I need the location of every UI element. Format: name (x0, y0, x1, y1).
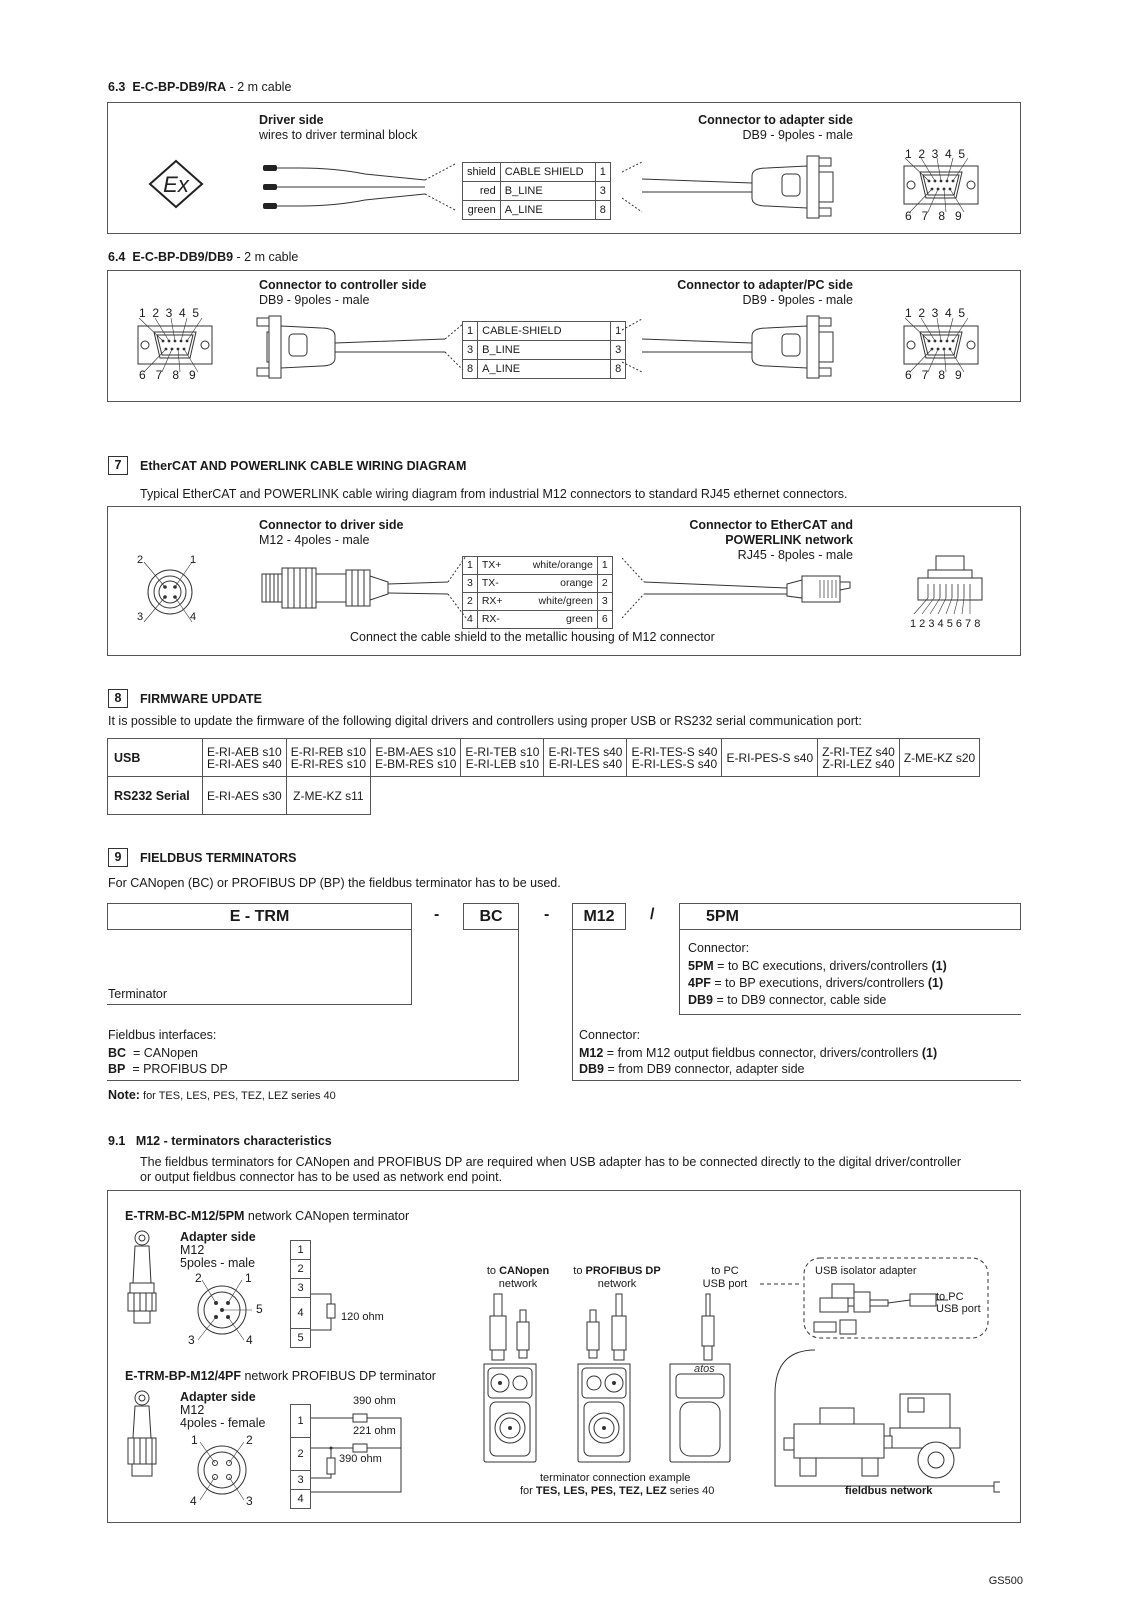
s7-right-title1: Connector to EtherCAT and (689, 518, 853, 532)
m12-bracket-bottom (572, 1080, 1021, 1081)
conn-line-4pf: 4PF = to BP executions, drivers/controllers (1) (688, 976, 944, 990)
s7-left-title: Connector to driver side (259, 518, 404, 532)
s64-left-sub: DB9 - 9poles - male (259, 293, 370, 307)
s9-number: 9 (108, 848, 128, 867)
bp-m: M12 (180, 1403, 205, 1417)
conn2-title: Connector: (579, 1028, 641, 1042)
bp-pin-1: 1 (191, 1433, 198, 1447)
m12-cable (258, 552, 468, 624)
lbl-canopen: to CANopen (486, 1265, 550, 1277)
rj45-cable (622, 552, 862, 624)
lbl-profibus: to PROFIBUS DP (573, 1265, 661, 1277)
s7-intro: Typical EtherCAT and POWERLINK cable wiring diagram from industrial M12 connectors to standard RJ45 ethernet connectors. (140, 487, 848, 501)
s7-number: 7 (108, 456, 128, 475)
brand-label: atos (694, 1363, 715, 1375)
s64-left-title: Connector to controller side (259, 278, 427, 292)
s63-db9-cable (622, 150, 847, 225)
s9-title: FIELDBUS TERMINATORS (140, 851, 297, 865)
bc-plug-icon (122, 1228, 162, 1328)
m12-pin-2: 2 (137, 554, 144, 566)
m12-pin-1: 1 (190, 554, 197, 566)
code-sep-2: - (544, 906, 550, 923)
s64-heading: 6.4 E-C-BP-DB9/DB9 - 2 m cable (108, 250, 299, 264)
s63-wire-table: shield CABLE SHIELD 1 red B_LINE 3 green A_LINE 8 (462, 162, 611, 220)
s7-left-sub: M12 - 4poles - male (259, 533, 370, 547)
bp-heading: E-TRM-BP-M12/4PF network PROFIBUS DP terminator (125, 1369, 436, 1383)
code-m12: M12 (572, 903, 626, 930)
code-bc: BC (463, 903, 519, 930)
bp-pin-2: 2 (246, 1433, 253, 1447)
firmware-table: USB E-RI-AEB s10 E-RI-AES s40 E-RI-REB s10 E-RI-RES s10 E-BM-AES s10 E-BM-RES s10 E-RI-TEB s10 E-RI-LEB s10 E-RI-TES s40 E-RI-LES s40 E-RI-TES-S s40 E-RI-LES-S s40 E-RI-PES-S s40 Z-RI-TEZ s40 Z-RI-LEZ s40 Z-ME-KZ s20 RS232 Serial E-RI-AES s30 Z-ME-KZ s11 (107, 738, 980, 815)
5pm-bracket-bottom (679, 1014, 1021, 1015)
lbl-usb-port: USB port (702, 1278, 748, 1290)
bp-res-2: 221 ohm (353, 1425, 396, 1437)
s64-db9-cable-right (622, 310, 847, 385)
m12-pin-4: 4 (190, 611, 197, 623)
bc-resistor (311, 1288, 341, 1338)
bp-pin-3: 3 (246, 1494, 253, 1508)
footer-code: GS500 (988, 1575, 1023, 1587)
iso-usb-port: USB port (936, 1303, 981, 1315)
bp-res-1: 390 ohm (353, 1395, 396, 1407)
s63-right-sub: DB9 - 9poles - male (742, 128, 853, 142)
5pm-bracket (679, 930, 680, 1014)
s63-left-title: Driver side (259, 113, 324, 127)
lbl-profibus-network: network (597, 1278, 637, 1290)
fb-title: Fieldbus interfaces: (108, 1028, 217, 1042)
code-sep-1: - (434, 906, 440, 923)
fieldbus-network-label: fieldbus network (845, 1485, 933, 1497)
etrm-bracket-bottom (107, 1004, 412, 1005)
s7-right-sub: RJ45 - 8poles - male (737, 548, 853, 562)
bc-pin-1: 1 (245, 1271, 252, 1285)
s63-pins-top: 1 2 3 4 5 (905, 147, 966, 161)
bp-pin-4: 4 (190, 1494, 197, 1508)
s9-intro: For CANopen (BC) or PROFIBUS DP (BP) the fieldbus terminator has to be used. (108, 876, 561, 890)
bc-side: Adapter side (180, 1230, 256, 1244)
s91-intro2: or output fieldbus connector has to be used as network end point. (140, 1170, 503, 1184)
usb-isolator-label: USB isolator adapter (815, 1265, 917, 1277)
code-etrm: E - TRM (107, 903, 412, 930)
bc-m: M12 (180, 1243, 205, 1257)
lbl-to-pc: to PC (711, 1265, 739, 1277)
example-caption-1: terminator connection example (540, 1472, 691, 1484)
s64-pins-top-left: 1 2 3 4 5 (139, 306, 200, 320)
s8-title: FIRMWARE UPDATE (140, 692, 262, 706)
s64-pins-top-right: 1 2 3 4 5 (905, 306, 966, 320)
code-sep-3: / (650, 906, 655, 923)
conn-line-db9: DB9 = to DB9 connector, cable side (688, 993, 887, 1007)
bc-poles: 5poles - male (180, 1256, 256, 1270)
bc-pin-table: 1 2 3 4 5 (290, 1240, 311, 1348)
etrm-bracket (411, 930, 412, 1004)
fb-line-bc: BC = CANopen (108, 1046, 198, 1060)
s63-wires (255, 160, 470, 215)
bp-pin-table: 1 2 3 4 (290, 1404, 311, 1509)
s64-db9-cable-left (255, 310, 465, 385)
s9-note: Note: for TES, LES, PES, TEZ, LEZ series 40 (108, 1088, 336, 1102)
s63-pins-bot: 6 7 8 9 (905, 209, 962, 223)
s8-number: 8 (108, 689, 128, 708)
s91-intro1: The fieldbus terminators for CANopen and PROFIBUS DP are required when USB adapter has to be connected directly to the digital driver/controller (140, 1155, 962, 1169)
bc-bracket (518, 930, 519, 1080)
bc-pin-4: 4 (246, 1333, 253, 1347)
m12-bracket (572, 930, 573, 1080)
s64-pins-bot-left: 6 7 8 9 (139, 368, 196, 382)
conn-line-5pm: 5PM = to BC executions, drivers/controllers (1) (688, 959, 947, 973)
bp-plug-icon (122, 1388, 162, 1488)
lbl-canopen-network: network (498, 1278, 538, 1290)
code-5pm: 5PM (679, 903, 1021, 930)
bp-poles: 4poles - female (180, 1416, 266, 1430)
s63-left-sub: wires to driver terminal block (259, 128, 418, 142)
s7-title: EtherCAT AND POWERLINK CABLE WIRING DIAGRAM (140, 459, 467, 473)
svg-text:Ex: Ex (163, 172, 189, 197)
bp-side: Adapter side (180, 1390, 256, 1404)
bp-res-3: 390 ohm (339, 1453, 382, 1465)
conn2-line-m12: M12 = from M12 output fieldbus connector, drivers/controllers (1) (579, 1046, 938, 1060)
bc-heading: E-TRM-BC-M12/5PM network CANopen terminator (125, 1209, 410, 1223)
s63-right-title: Connector to adapter side (698, 113, 853, 127)
terminator-label: Terminator (108, 987, 168, 1001)
example-caption-2: for TES, LES, PES, TEZ, LEZ series 40 (520, 1485, 715, 1497)
rj45-pins: 1 2 3 4 5 6 7 8 (910, 618, 981, 630)
s7-note: Connect the cable shield to the metallic housing of M12 connector (350, 630, 715, 644)
s63-heading: 6.3 E-C-BP-DB9/RA - 2 m cable (108, 80, 292, 94)
bc-pin-5: 5 (256, 1302, 263, 1316)
connection-example-drawing (480, 1290, 750, 1465)
s7-wire-table: 1 TX+ white/orange 1 3 TX- orange 2 2 RX+ white/green 3 4 RX- green 6 (462, 556, 613, 629)
s64-pins-bot-right: 6 7 8 9 (905, 368, 962, 382)
rj45-face (910, 554, 990, 626)
ex-icon (148, 159, 204, 209)
iso-to-pc: to PC (936, 1291, 964, 1303)
fb-line-bp: BP = PROFIBUS DP (108, 1062, 228, 1076)
bc-bracket-bottom (107, 1080, 519, 1081)
bc-pin-3: 3 (188, 1333, 195, 1347)
s64-right-sub: DB9 - 9poles - male (742, 293, 853, 307)
bc-pin-2: 2 (195, 1271, 202, 1285)
s91-heading: 9.1 M12 - terminators characteristics (108, 1134, 332, 1148)
conn-title: Connector: (688, 941, 750, 955)
m12-pin-3: 3 (137, 611, 144, 623)
bc-res-label: 120 ohm (341, 1311, 384, 1323)
s8-intro: It is possible to update the firmware of the following digital drivers and controllers using proper USB or RS232 serial communication port: (108, 714, 862, 728)
s7-right-title2: POWERLINK network (725, 533, 853, 547)
s64-right-title: Connector to adapter/PC side (677, 278, 853, 292)
conn2-line-db9: DB9 = from DB9 connector, adapter side (579, 1062, 805, 1076)
s64-wire-table: 1 CABLE-SHIELD 1 3 B_LINE 3 8 A_LINE 8 (462, 321, 626, 379)
